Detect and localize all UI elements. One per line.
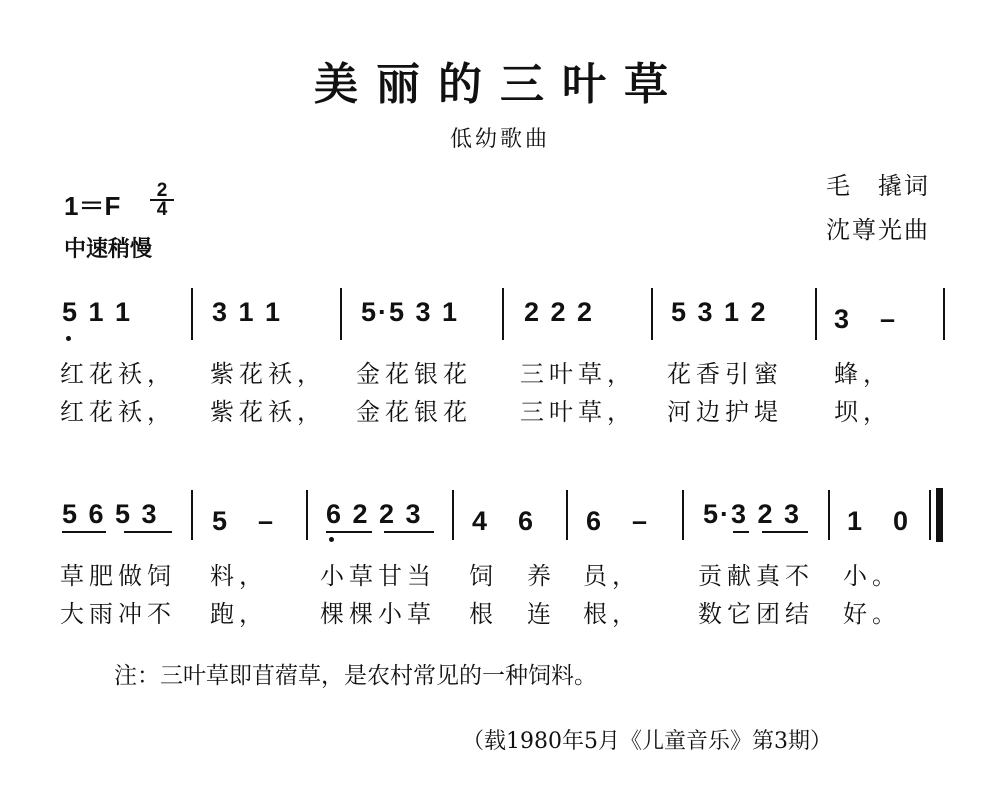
source-citation: （载1980年5月《儿童音乐》第3期） xyxy=(462,729,832,754)
lyric-verse-1: 料， xyxy=(210,562,268,590)
barline xyxy=(682,490,684,540)
lyric-verse-2: 坝， xyxy=(834,398,892,426)
measure-notes: 5 1 1 xyxy=(62,297,133,327)
time-signature xyxy=(150,182,174,218)
lyric-verse-1: 蜂， xyxy=(834,360,892,388)
barline xyxy=(306,490,308,540)
measure-notes: 5 3 1 2 xyxy=(671,297,768,327)
barline xyxy=(452,490,454,540)
lyric-verse-1: 紫花袄， xyxy=(210,360,326,388)
tempo-marking: 中速稍慢 xyxy=(64,237,153,262)
time-signature-denominator: 4 xyxy=(156,199,168,220)
barline xyxy=(340,288,342,340)
key-signature: 1＝F xyxy=(64,191,121,221)
barline xyxy=(566,490,568,540)
lyric-verse-1: 草肥做饲 xyxy=(60,562,176,590)
note-underline xyxy=(384,531,434,533)
lyric-verse-1: 小。 xyxy=(843,562,901,590)
measure-notes: 5·5 3 1 xyxy=(361,297,460,327)
lyric-verse-2: 金花银花 xyxy=(356,398,472,426)
lyric-verse-2: 紫花袄， xyxy=(210,398,326,426)
barline xyxy=(943,288,945,340)
measure-notes: 2 2 2 xyxy=(524,297,595,327)
barline xyxy=(191,288,193,340)
measure-notes: 5 6 5 3 xyxy=(62,499,159,529)
lyric-verse-2: 红花袄， xyxy=(60,398,176,426)
lyric-verse-1: 三叶草， xyxy=(520,360,636,388)
lyric-verse-1: 贡献真不 xyxy=(698,562,814,590)
lyric-verse-2: 根， xyxy=(583,600,641,628)
lyric-verse-1: 金花银花 xyxy=(356,360,472,388)
lyric-verse-2: 根 连 xyxy=(469,600,556,628)
lyric-verse-1: 员， xyxy=(583,562,641,590)
lyric-verse-1: 饲 养 xyxy=(469,562,556,590)
lyric-verse-2: 跑， xyxy=(210,600,268,628)
lyric-verse-2: 三叶草， xyxy=(520,398,636,426)
barline xyxy=(815,288,817,340)
measure-notes: 1 0 xyxy=(847,506,911,536)
time-signature-numerator: 2 xyxy=(150,182,174,201)
lyric-verse-1: 红花袄， xyxy=(60,360,176,388)
composer-credit: 沈尊光曲 xyxy=(826,216,930,244)
lyric-verse-2: 棵棵小草 xyxy=(320,600,436,628)
note-underline xyxy=(124,531,172,533)
measure-notes: 5·3 2 3 xyxy=(703,499,802,529)
barline xyxy=(191,490,193,540)
lyric-verse-1: 花香引蜜 xyxy=(667,360,783,388)
song-title: 美丽的三叶草 xyxy=(314,59,686,110)
lyric-verse-1: 小草甘当 xyxy=(320,562,436,590)
song-subtitle: 低幼歌曲 xyxy=(449,127,550,152)
measure-notes: 3 – xyxy=(834,304,898,334)
barline xyxy=(828,490,830,540)
measure-notes: 5 – xyxy=(212,506,276,536)
lyricist-credit: 毛 撬词 xyxy=(826,172,930,200)
lyric-verse-2: 好。 xyxy=(843,600,901,628)
octave-dot xyxy=(329,537,334,542)
barline xyxy=(502,288,504,340)
barline xyxy=(651,288,653,340)
note-underline xyxy=(762,531,808,533)
measure-notes: 3 1 1 xyxy=(212,297,283,327)
octave-dot xyxy=(66,336,71,341)
final-barline-thin xyxy=(929,490,931,540)
note-underline xyxy=(326,531,372,533)
note-underline xyxy=(62,531,106,533)
lyric-verse-2: 大雨冲不 xyxy=(60,600,176,628)
note-underline xyxy=(733,531,749,533)
measure-notes: 4 6 xyxy=(472,506,536,536)
lyric-verse-2: 数它团结 xyxy=(698,600,814,628)
lyric-verse-2: 河边护堤 xyxy=(667,398,783,426)
measure-notes: 6 – xyxy=(586,506,650,536)
final-barline-thick xyxy=(936,488,943,542)
measure-notes: 6 2 2 3 xyxy=(326,499,423,529)
footnote: 注：三叶草即苜蓿草，是农村常见的一种饲料。 xyxy=(114,663,597,689)
